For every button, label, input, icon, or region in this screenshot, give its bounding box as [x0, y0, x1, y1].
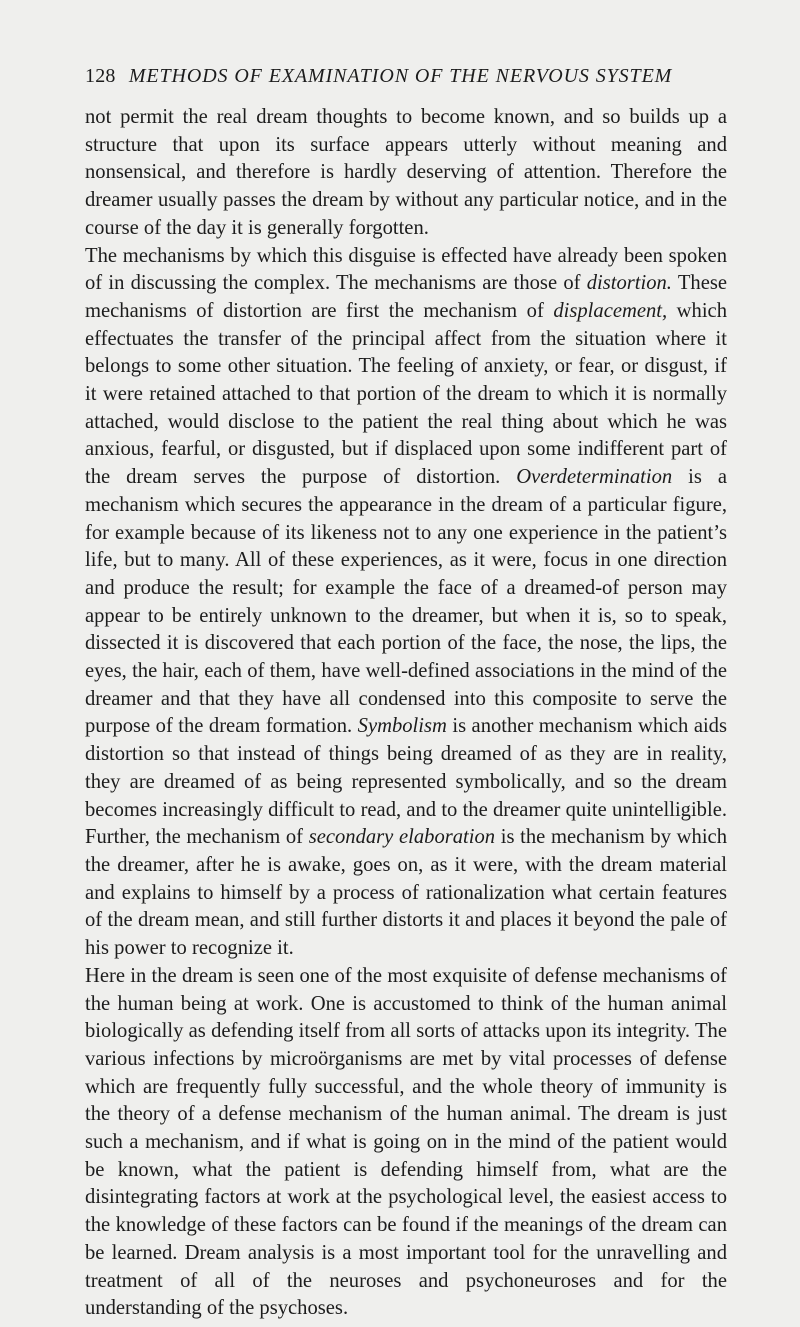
text-run: is a mechanism which secures the appearance in the dream of a particular figure, for example because of its likeness not to any one experience in the patient’s life, but to many. All of these experiences, as it were, focus in one direction and produce the result; for example the face of a dreamed-of person may appear to be entirely unknown to the dreamer, but when it is, so to speak, dissected it is discovered that each portion of the face, the nose, the lips, the eyes, the hair, each of them, have well-defined associations in the mind of the dreamer and that they have all condensed into this composite to serve the purpose of the dream formation.: [85, 466, 727, 738]
term-secondary-elaboration: secondary elaboration: [308, 826, 496, 849]
page-number: 128: [85, 65, 116, 87]
term-distortion: distortion.: [586, 272, 672, 295]
term-displacement: displacement,: [553, 299, 668, 322]
text-run: is the mechanism by which the dreamer, after he is awake, goes on, as it were, with the dream material and explains to himself by a process of rationalization what certain features of the dream mean, and still further distorts it and places it beyond the pale of his power to recognize it.: [85, 826, 727, 960]
term-overdetermination: Overdetermination: [516, 466, 673, 489]
text-run: The mechanisms by which this disguise is effected have already been spoken of in discussing the complex. The mechanisms are those of: [85, 244, 727, 295]
paragraph-continuation: not permit the real dream thoughts to become known, and so builds up a structure that upon its surface appears utterly without meaning and nonsensical, and therefore is hardly deserving of attention. Therefore the dreamer usually passes the dream by without any particular notice, and in the course of the day it is generally forgotten.: [85, 106, 727, 239]
paragraph-mechanisms: [85, 243, 727, 963]
running-header: [85, 62, 727, 90]
text-run: These mechanisms of distortion are first the mechanism of: [85, 272, 727, 322]
term-symbolism: Symbolism: [357, 715, 447, 738]
running-title: METHODS OF EXAMINATION OF THE NERVOUS SYSTEM: [128, 65, 673, 87]
text-run: which effectuates the transfer of the principal affect from the situation where it belongs to some other situation. The feeling of anxiety, or fear, or disgust, if it were retained attached to that portion of the dream to which it is normally attached, would disclose to the patient the real thing about which he was anxious, fearful, or disgusted, but if displaced upon some indifferent part of the dream serves the purpose of distortion.: [85, 299, 727, 489]
body-text: [85, 104, 727, 1323]
text-run: is another mechanism which aids distortion so that instead of things being dreamed of as they are in reality, they are dreamed of as being represented symbolically, and so the dream becomes increasingly difficult to read, and to the dreamer quite unintelligible. Further, the mechanism of: [85, 715, 727, 849]
paragraph-defense: Here in the dream is seen one of the most exquisite of defense mechanisms of the human being at work. One is accustomed to think of the human animal biologically as defending itself from all sorts of attacks upon its integrity. The various infections by microörganisms are met by vital processes of defense which are frequently fully successful, and the whole theory of immunity is the theory of a defense mechanism of the human animal. The dream is just such a mechanism, and if what is going on in the mind of the patient would be known, what the patient is defending himself from, what are the disintegrating factors at work at the psychological level, the easiest access to the knowledge of these factors can be found if the meanings of the dream can be learned. Dream analysis is a most important tool for the unravelling and treatment of all of the neuroses and psychoneuroses and for the understanding of the psychoses.: [85, 964, 727, 1320]
